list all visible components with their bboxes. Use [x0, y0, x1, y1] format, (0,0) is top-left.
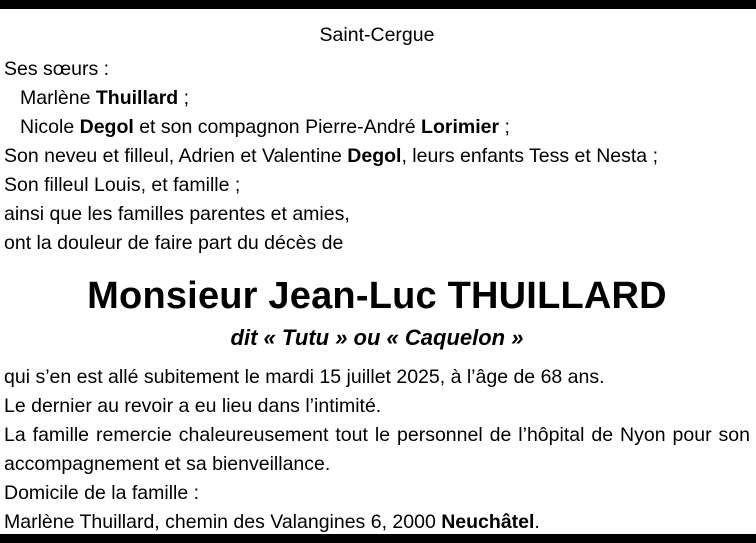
- thanks-paragraph: La famille remercie chaleureusement tout le personnel de l’hôpital de Nyon pour son accompagnement et sa bienveillance.: [4, 424, 750, 476]
- godson-line: Son filleul Louis, et famille ;: [4, 173, 241, 196]
- survivor-suffix: ;: [178, 87, 190, 110]
- farewell-line: Le dernier au revoir a eu lieu dans l’intimité.: [4, 395, 382, 418]
- partner-surname: Lorimier: [421, 116, 500, 139]
- top-divider: [0, 0, 756, 9]
- nephew-suffix: , leurs enfants Tess et Nesta ;: [401, 144, 658, 167]
- notice-content: [0, 9, 756, 534]
- survivor-suffix: ;: [499, 116, 510, 139]
- survivor-surname: Thuillard: [95, 87, 179, 110]
- address-label: Domicile de la famille :: [4, 481, 200, 504]
- survivor-surname: Degol: [79, 116, 134, 139]
- survivor-prefix: Nicole: [20, 116, 80, 139]
- survivor-prefix: Marlène: [20, 87, 96, 110]
- death-details-line: qui s’en est allé subitement le mardi 15 juillet 2025, à l’âge de 68 ans.: [4, 366, 605, 389]
- survivor-middle: et son compagnon Pierre-André: [133, 116, 422, 139]
- families-line: ainsi que les familles parentes et amies,: [4, 202, 350, 225]
- survivor-row: [4, 84, 750, 113]
- bottom-divider: [0, 534, 756, 543]
- nephew-surname: Degol: [347, 144, 402, 167]
- nephew-line: [4, 142, 750, 171]
- nephew-prefix: Son neveu et filleul, Adrien et Valentine: [4, 144, 348, 167]
- address-prefix: Marlène Thuillard, chemin des Valangines 6, 2000: [4, 510, 442, 533]
- address-city: Neuchâtel: [441, 510, 535, 533]
- address-line: [4, 508, 750, 537]
- survivors-intro: Ses sœurs :: [4, 58, 110, 81]
- announcement-line: ont la douleur de faire part du décès de: [4, 231, 344, 254]
- deceased-name: Monsieur Jean-Luc THUILLARD: [87, 275, 667, 318]
- survivor-row: [4, 113, 750, 142]
- place-name: Saint-Cergue: [319, 24, 435, 46]
- deceased-nickname: dit « Tutu » ou « Caquelon »: [230, 325, 524, 351]
- address-suffix: .: [534, 510, 540, 533]
